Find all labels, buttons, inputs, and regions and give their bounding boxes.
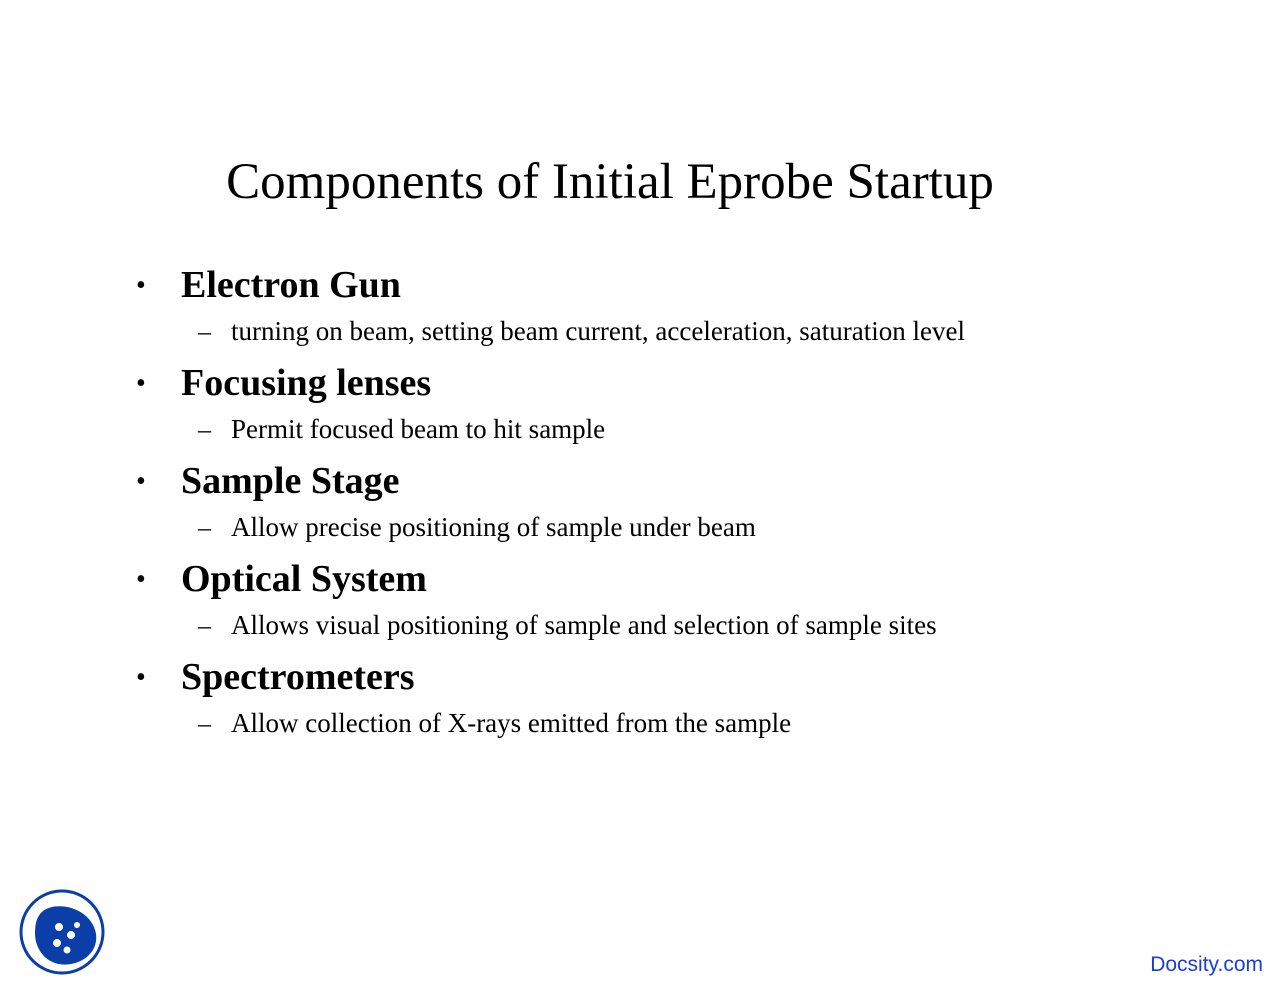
bullet-item-optical-system — [0, 552, 1280, 650]
bullet-detail: Allows visual positioning of sample and selection of sample sites — [231, 610, 937, 640]
docsity-logo-svg — [19, 889, 105, 975]
bullet-list — [0, 258, 1280, 748]
docsity-logo-icon[interactable] — [19, 889, 105, 975]
sub-bullet-icon: – — [198, 611, 211, 640]
bullet-item-spectrometers — [0, 650, 1280, 748]
sub-bullet-icon: – — [198, 415, 211, 444]
bullet-icon: • — [136, 466, 146, 497]
bullet-detail: Permit focused beam to hit sample — [231, 414, 606, 444]
bullet-item-sample-stage — [0, 454, 1280, 552]
bullet-heading: Electron Gun — [181, 264, 401, 306]
docsity-brand-link[interactable]: Docsity.com — [1150, 953, 1263, 976]
bullet-heading: Optical System — [181, 558, 427, 600]
sub-bullet-icon: – — [198, 317, 211, 346]
bullet-heading: Spectrometers — [181, 656, 415, 698]
bullet-item-electron-gun — [0, 258, 1280, 356]
bullet-icon: • — [136, 564, 146, 595]
bullet-icon: • — [136, 368, 146, 399]
bullet-icon: • — [136, 662, 146, 693]
bullet-heading: Sample Stage — [181, 460, 400, 502]
bullet-detail: Allow collection of X-rays emitted from the sample — [231, 708, 792, 738]
bullet-item-focusing-lenses — [0, 356, 1280, 454]
sub-bullet-icon: – — [198, 513, 211, 542]
sub-bullet-icon: – — [198, 709, 211, 738]
bullet-detail: Allow precise positioning of sample under beam — [231, 512, 756, 542]
bullet-heading: Focusing lenses — [181, 362, 432, 404]
bullet-icon: • — [136, 270, 146, 301]
slide-title: Components of Initial Eprobe Startup — [226, 154, 994, 210]
bullet-detail: turning on beam, setting beam current, acceleration, saturation level — [231, 316, 965, 346]
